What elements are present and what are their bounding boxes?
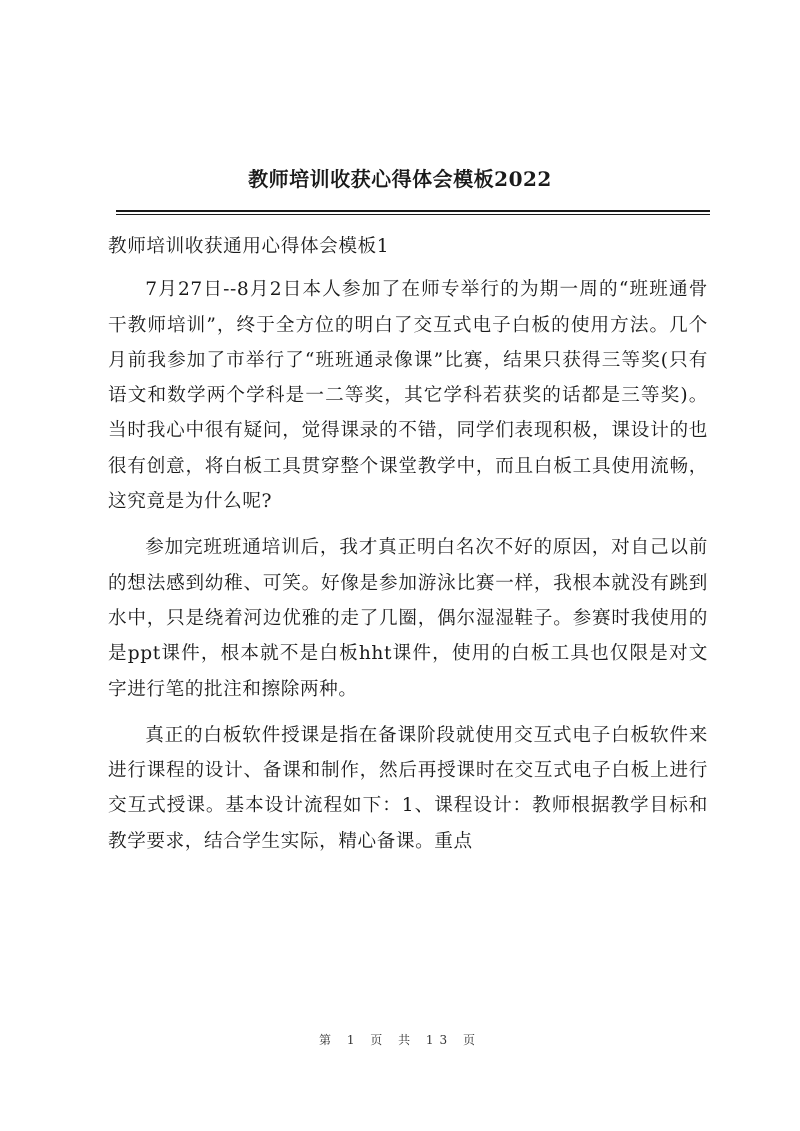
document-body xyxy=(108,229,708,870)
document-title: 教师培训收获心得体会模板2022 xyxy=(248,167,552,191)
body-paragraph-2: 参加完班班通培训后，我才真正明白名次不好的原因，对自己以前的想法感到幼稚、可笑。好像是参加游泳比赛一样，我根本就没有跳到水中，只是绕着河边优雅的走了几圈，偶尔湿湿鞋子。参赛时我使用的是ppt课件，根本就不是白板hht课件，使用的白板工具也仅限是对文字进行笔的批注和擦除两种。 xyxy=(108,537,708,700)
body-paragraph-3: 真正的白板软件授课是指在备课阶段就使用交互式电子白板软件来进行课程的设计、备课和制作，然后再授课时在交互式电子白板上进行交互式授课。基本设计流程如下：1、课程设计：教师根据教学目标和教学要求，结合学生实际，精心备课。重点 xyxy=(108,724,708,852)
page-number-footer: 第 1 页 共 13 页 xyxy=(319,1033,481,1047)
section-heading: 教师培训收获通用心得体会模板1 xyxy=(108,236,390,257)
title-divider xyxy=(116,210,710,212)
body-paragraph-1: 7月27日--8月2日本人参加了在师专举行的为期一周的“班班通骨干教师培训”，终于全方位的明白了交互式电子白板的使用方法。几个月前我参加了市举行了“班班通录像课”比赛，结果只获得三等奖(只有语文和数学两个学科是一二等奖，其它学科若获奖的话都是三等奖)。当时我心中很有疑问，觉得课录的不错，同学们表现积极，课设计的也很有创意，将白板工具贯穿整个课堂教学中，而且白板工具使用流畅，这究竟是为什么呢? xyxy=(108,279,708,513)
